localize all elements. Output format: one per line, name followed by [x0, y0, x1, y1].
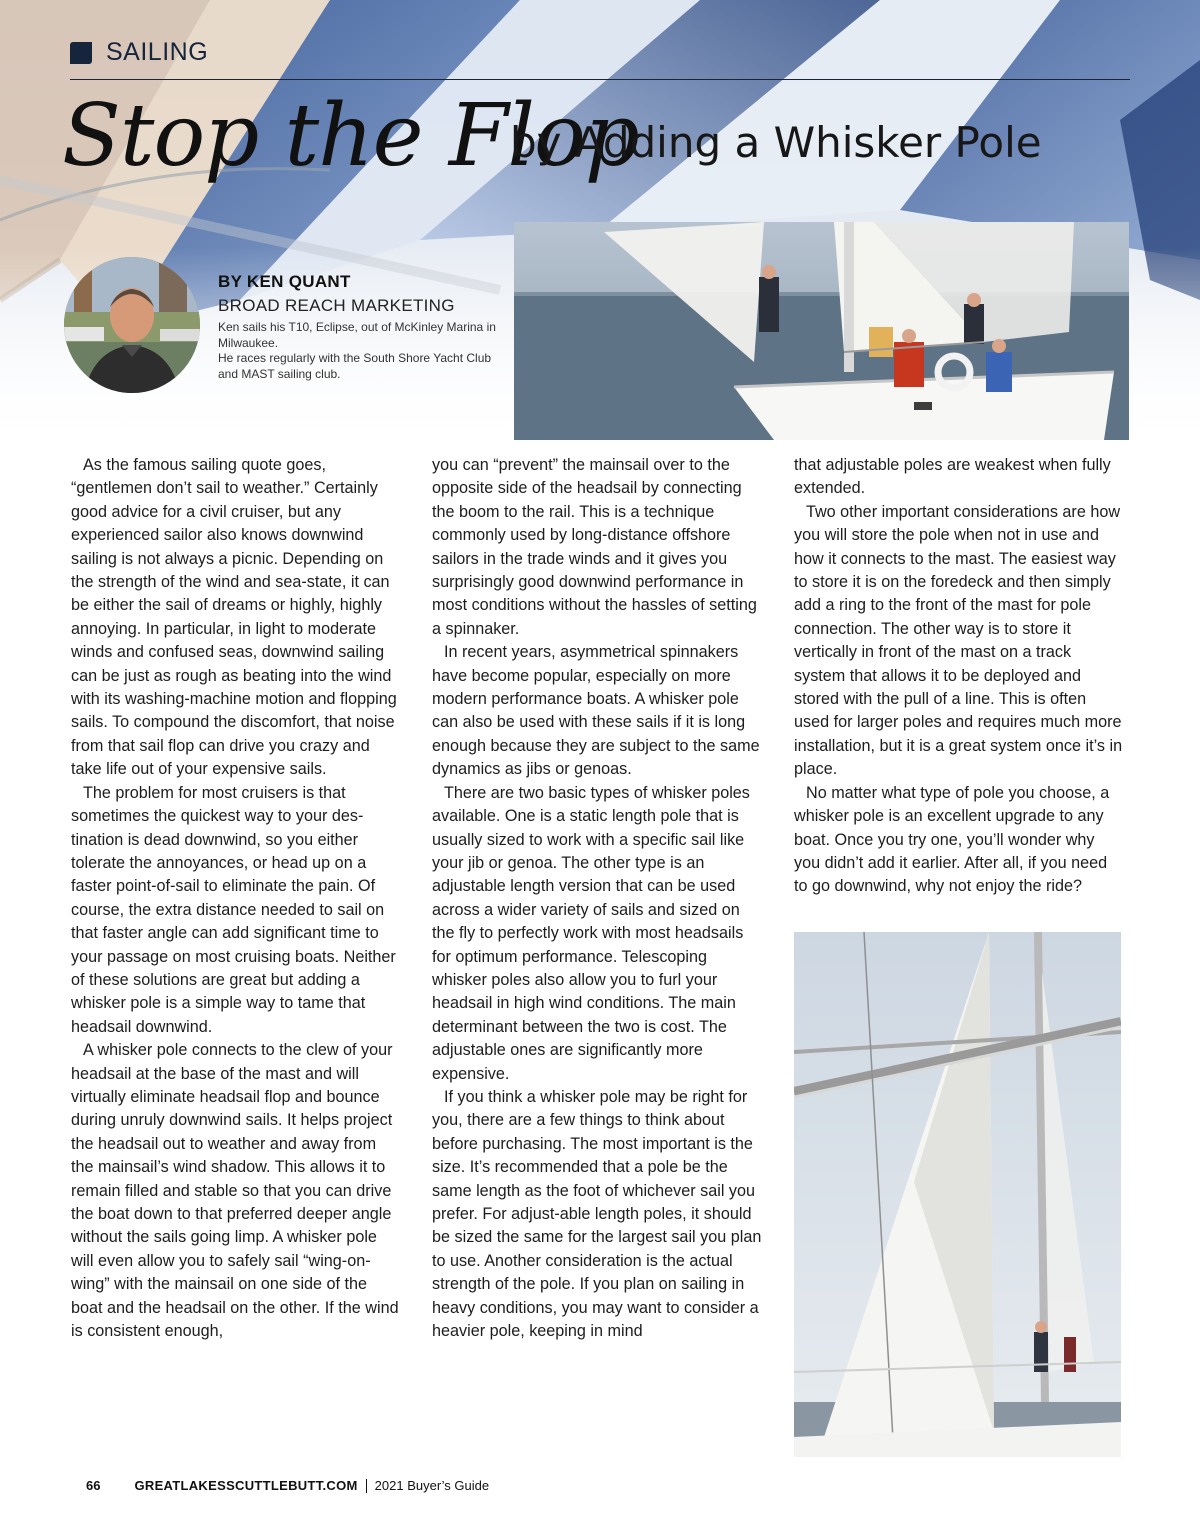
article-paragraph: No matter what type of pole you choose, a whisker pole is an excellent upgrade to any boat. Once you try one, you’ll wonder why you didn’t add it earlier. After all, if you need to go downwind, why not enjoy the ride?: [794, 783, 1110, 896]
article-column-2: [432, 454, 762, 1343]
footer-issue: 2021 Buyer’s Guide: [374, 1478, 490, 1493]
article-paragraph: If you think a whisker pole may be right for you, there are a few things to think about before purchasing. The most important is the size. It’s recommended that a pole be the same length as the foot of whichever sail you prefer. For adjust-able length poles, it should be sized the same for the largest sail you plan to use. Another consideration is the actual strength of the pole. If you plan on sailing in heavy conditions, you may want to consider a heavier pole, keeping in mind: [432, 1087, 762, 1341]
author-photo: [64, 257, 200, 393]
article-paragraph: The problem for most cruisers is that sometimes the quickest way to your des-tination is dead downwind, so you either tolerate the annoyances, or head up on a faster point-of-sail to eliminate the pain. Of course, the extra distance needed to sail on that faster angle can add significant time to your passage on most cruising boats. Neither of these solutions are great but adding a whisker pole is a simple way to tame that headsail downwind.: [71, 783, 396, 1036]
article-paragraph: As the famous sailing quote goes, “gentlemen don’t sail to weather.” Certainly good advice for a civil cruiser, but any experienced sailor also knows downwind sailing is not always a picnic. Depending on the strength of the wind and sea-state, it can be either the sail of dreams or highly, highly annoying. In particular, in light to moderate winds and confused seas, downwind sailing can be just as rough as beating into the wind with its washing-machine motion and flopping sails. To compound the discomfort, that noise from that sail flop can drive you crazy and take life out of your expensive sails.: [71, 456, 397, 779]
whisker-pole-photo: [794, 932, 1121, 1457]
page-footer: [86, 1478, 489, 1493]
author-name: BY KEN QUANT: [218, 272, 351, 291]
article-paragraph: There are two basic types of whisker poles available. One is a static length pole that is usually sized to work with a specific sail like your jib or genoa. The other type is an adjustable length version that can be used across a wider variety of sails and sized on the fly to perfectly work with most headsails for optimum performance. Telescoping whisker poles also allow you to furl your headsail in high wind conditions. The main determinant between the two is cost. The adjustable ones are significantly more expensive.: [432, 783, 750, 1083]
article-paragraph: A whisker pole connects to the clew of your headsail at the base of the mast and will virtually eliminate headsail flop and bounce during unruly downwind sails. It helps project the headsail out to weather and away from the mainsail’s wind shadow. This allows it to remain filled and stable so that you can drive the boat down to that preferred deeper angle without the sails going limp. A whisker pole will even allow you to safely sail “wing-on-wing” with the mainsail on one side of the boat and the headsail on the other. If the wind is consistent enough,: [71, 1041, 399, 1341]
title-script: Stop the Flop: [62, 86, 639, 186]
article-column-1: [71, 454, 401, 1343]
article-paragraph: that adjustable poles are weakest when fully extended.: [794, 456, 1111, 498]
page-number: 66: [86, 1478, 101, 1493]
article-paragraph: In recent years, asymmetrical spinnakers have become popular, especially on more modern performance boats. A whisker pole can also be used with these sails if it is long enough because they are subject to the same dynamics as jibs or genoas.: [432, 643, 760, 779]
footer-site: GREATLAKESSCUTTLEBUTT.COM: [134, 1478, 358, 1493]
article-paragraph: you can “prevent” the mainsail over to the opposite side of the headsail by connecting the boom to the rail. This is a technique commonly used by long-distance offshore sailors in the trade winds and it gives you surprisingly good downwind performance in most conditions without the hassles of setting a spinnaker.: [432, 456, 757, 638]
author-company: BROAD REACH MARKETING: [218, 296, 455, 315]
author-bio: [218, 320, 508, 382]
top-sailboat-photo: [514, 222, 1129, 440]
article-column-3: [794, 454, 1124, 899]
article-paragraph: Two other important considerations are how you will store the pole when not in use and how it connects to the mast. The easiest way to store it is on the foredeck and then simply add a ring to the front of the mast for pole connection. The other way is to store it vertically in front of the mast on a track system that allows it to be deployed and stored with the pull of a line. This is often used for larger poles and requires much more installation, but it is a great system once it’s in place.: [794, 502, 1123, 779]
footer-separator: [366, 1479, 367, 1493]
header-divider: [70, 79, 1130, 80]
section-label-text: SAILING: [106, 38, 209, 66]
author-bio-line: He races regularly with the South Shore Yacht Club and MAST sailing club.: [218, 351, 492, 381]
section-label: [70, 38, 208, 67]
author-bio-line: Ken sails his T10, Eclipse, out of McKinley Marina in Milwaukee.: [218, 320, 496, 350]
section-marker-icon: [70, 42, 92, 64]
title-subtitle: by Adding a Whisker Pole: [510, 118, 1042, 167]
